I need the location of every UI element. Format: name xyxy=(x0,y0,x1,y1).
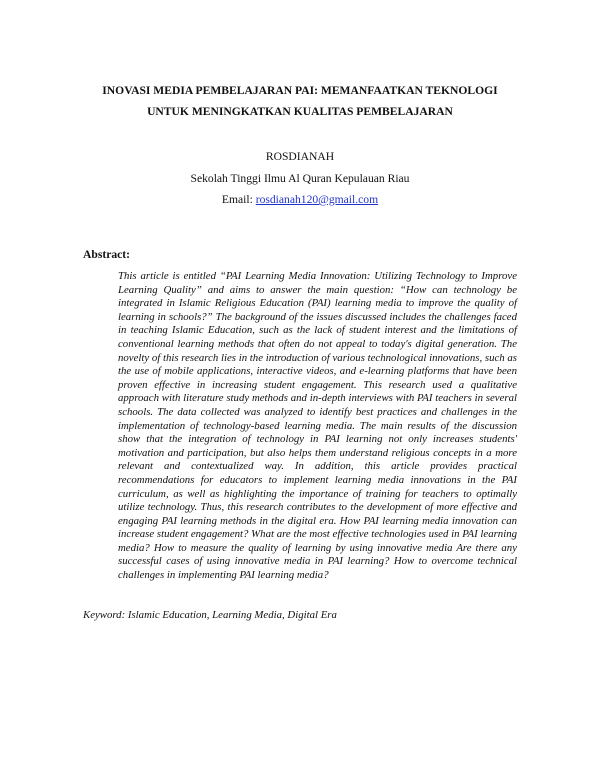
author-name: ROSDIANAH xyxy=(265,150,335,163)
email-link[interactable]: rosdianah120@gmail.com xyxy=(255,193,379,206)
keywords: Keyword: Islamic Education, Learning Media, Digital Era xyxy=(83,609,337,621)
email-label: Email: xyxy=(221,193,256,206)
paper-title xyxy=(60,80,540,122)
title-line-1: INOVASI MEDIA PEMBELAJARAN PAI: MEMANFAATKAN TEKNOLOGI xyxy=(102,84,498,97)
abstract-body: This article is entitled “PAI Learning Media Innovation: Utilizing Technology to Improve Learning Quality” and aims to answer the main question: “How can technology be integrated in Islamic Religious Education (PAI) learning media to improve the quality of learning in schools?” The background of the issues discussed includes the challenges faced in teaching Islamic Education, such as the lack of student interest and the limitations of conventional learning methods that often do not appeal to today's digital generation. The novelty of this research lies in the introduction of various technological innovations, such as the use of mobile applications, interactive videos, and e-learning platforms that have been proven effective in increasing student engagement. This research used a qualitative approach with literature study methods and in-depth interviews with PAI teachers in several schools. The data collected was analyzed to identify best practices and challenges in the implementation of technology-based learning media. The main results of the discussion show that the integration of technology in PAI learning not only increases students' motivation and participation, but also helps them understand religious concepts in a more relevant and contextualized way. In addition, this article provides practical recommendations for educators to implement learning media innovations in the PAI curriculum, as well as highlighting the importance of training for teachers to optimally utilize technology. Thus, this research contributes to the development of more effective and engaging PAI learning methods in the digital era. How PAI learning media innovation can increase student engagement? What are the most effective technologies used in PAI learning media? How to measure the quality of learning by using innovative media Are there any successful cases of using innovative media in PAI learning? How to overcome technical challenges in implementing PAI learning media? xyxy=(118,270,517,582)
author-affiliation: Sekolah Tinggi Ilmu Al Quran Kepulauan Riau xyxy=(190,172,410,185)
abstract-heading: Abstract: xyxy=(83,248,131,261)
author-email-line xyxy=(0,193,600,206)
title-line-2: UNTUK MENINGKATKAN KUALITAS PEMBELAJARAN xyxy=(147,105,453,118)
